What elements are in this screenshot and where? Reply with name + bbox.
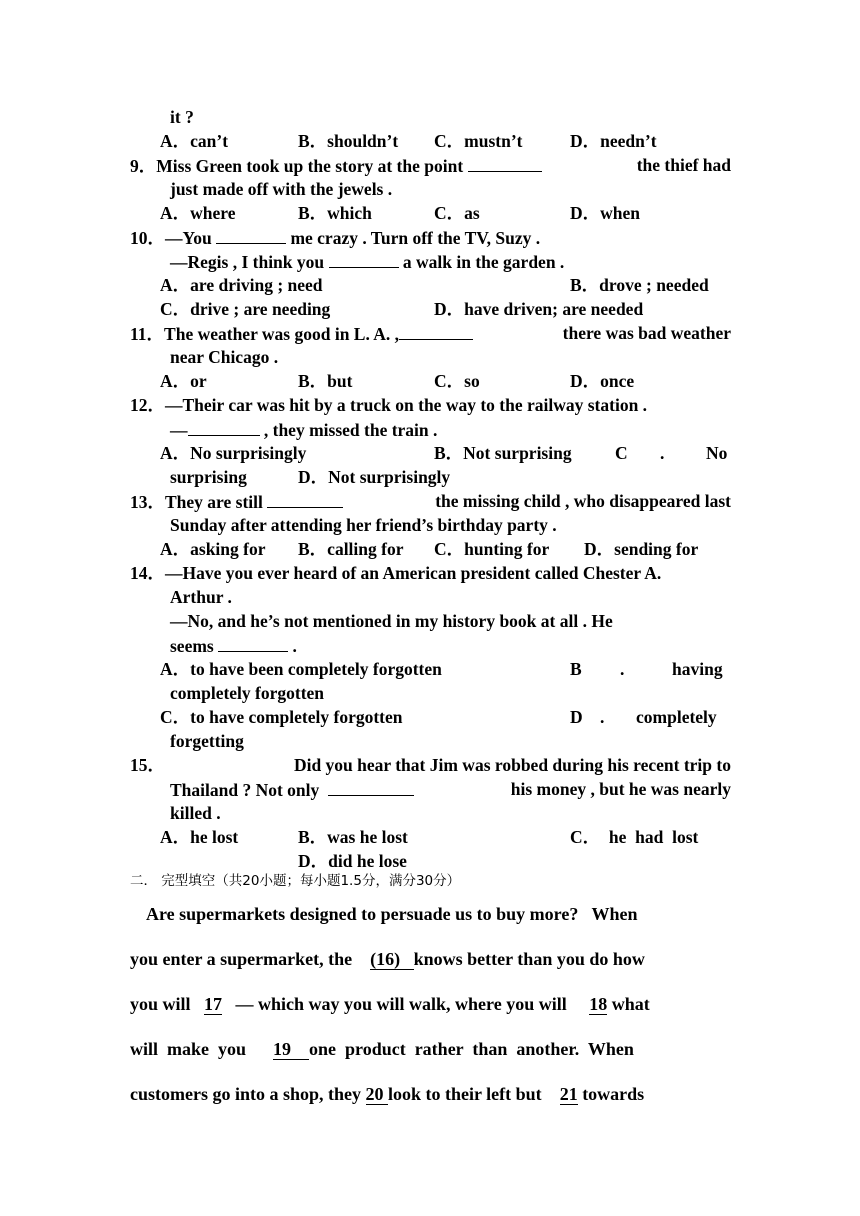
q15-option-b[interactable]: B．was he lost bbox=[298, 827, 408, 847]
q13-option-d[interactable]: D．sending for bbox=[584, 539, 699, 559]
blank-17[interactable]: 17 bbox=[204, 994, 223, 1014]
q14-option-d-text[interactable]: completely bbox=[636, 707, 717, 727]
q12-option-b[interactable]: B．Not surprising bbox=[434, 443, 572, 463]
q8-option-a[interactable]: A．can’t bbox=[160, 131, 229, 151]
q15-stem-line3: killed . bbox=[170, 803, 221, 823]
q14-stem-line2: Arthur . bbox=[170, 587, 232, 607]
blank-19[interactable]: 19 bbox=[273, 1039, 309, 1060]
q12-stem-line1: 12．—Their car was hit by a truck on the way to the railway station . bbox=[130, 395, 648, 415]
q11-option-b[interactable]: B．but bbox=[298, 371, 353, 391]
q11-option-c[interactable]: C．so bbox=[434, 371, 480, 391]
q11-option-d[interactable]: D．once bbox=[570, 371, 635, 391]
q12-option-c-dot: . bbox=[660, 443, 665, 463]
q15-stem-line2: Thailand ? Not only his money , but he was nearly bbox=[170, 779, 731, 800]
q10-stem-line1: 10．—You me crazy . Turn off the TV, Suzy . bbox=[130, 228, 541, 248]
q10-option-c[interactable]: C．drive ; are needing bbox=[160, 299, 331, 319]
q15-stem-line1: 15． Did you hear that Jim was robbed during his recent trip to bbox=[130, 755, 731, 775]
q15-blank[interactable] bbox=[328, 778, 414, 796]
q14-option-d-text-cont[interactable]: forgetting bbox=[170, 731, 244, 751]
q14-option-b-dot: . bbox=[620, 659, 625, 679]
q12-option-c-letter[interactable]: C bbox=[615, 443, 628, 463]
blank-18[interactable]: 18 bbox=[589, 994, 608, 1014]
q14-option-b-letter[interactable]: B bbox=[570, 659, 582, 679]
q13-stem-line1: 13．They are still the missing child , who disappeared last bbox=[130, 491, 731, 512]
q12-blank[interactable] bbox=[188, 418, 260, 436]
q9-blank[interactable] bbox=[468, 154, 542, 172]
q14-option-d-dot: . bbox=[600, 707, 605, 727]
blank-21[interactable]: 21 bbox=[559, 1084, 578, 1104]
q12-option-a[interactable]: A．No surprisingly bbox=[160, 443, 307, 463]
q9-option-b[interactable]: B．which bbox=[298, 203, 372, 223]
q10-option-b[interactable]: B．drove ; needed bbox=[570, 275, 709, 295]
q14-stem-line3: —No, and he’s not mentioned in my history book at all . He bbox=[170, 611, 613, 631]
q8-option-c[interactable]: C．mustn’t bbox=[434, 131, 523, 151]
q14-option-a[interactable]: A．to have been completely forgotten bbox=[160, 659, 442, 679]
q13-blank[interactable] bbox=[267, 490, 343, 508]
q13-option-a[interactable]: A．asking for bbox=[160, 539, 266, 559]
passage-line-2: you enter a supermarket, the (16) knows better than you do how bbox=[130, 949, 645, 969]
q9-option-a[interactable]: A．where bbox=[160, 203, 236, 223]
q15-option-c[interactable]: C． he had lost bbox=[570, 827, 699, 847]
q14-option-d-letter[interactable]: D bbox=[570, 707, 583, 727]
q10-blank-2[interactable] bbox=[329, 250, 399, 268]
q9-stem-line2: just made off with the jewels . bbox=[170, 179, 393, 199]
q10-option-d[interactable]: D．have driven; are needed bbox=[434, 299, 644, 319]
q9-option-d[interactable]: D．when bbox=[570, 203, 641, 223]
q13-option-b[interactable]: B．calling for bbox=[298, 539, 404, 559]
q8-option-d[interactable]: D．needn’t bbox=[570, 131, 657, 151]
q10-stem-line2: —Regis , I think you a walk in the garden . bbox=[170, 252, 565, 272]
q13-option-c[interactable]: C．hunting for bbox=[434, 539, 550, 559]
q11-option-a[interactable]: A．or bbox=[160, 371, 207, 391]
q11-stem-line2: near Chicago . bbox=[170, 347, 279, 367]
q11-blank[interactable] bbox=[399, 322, 473, 340]
q14-blank[interactable] bbox=[218, 634, 288, 652]
q10-blank-1[interactable] bbox=[216, 226, 286, 244]
blank-16[interactable]: (16) bbox=[370, 949, 414, 970]
blank-20[interactable]: 20 bbox=[366, 1084, 389, 1105]
q9-option-c[interactable]: C．as bbox=[434, 203, 480, 223]
q14-stem-line4: seems . bbox=[170, 636, 297, 656]
passage-line-5: customers go into a shop, they 20 look to their left but 21 towards bbox=[130, 1084, 645, 1104]
q13-stem-line2: Sunday after attending her friend’s birthday party . bbox=[170, 515, 557, 535]
q12-option-d[interactable]: D．Not surprisingly bbox=[298, 467, 451, 487]
q15-option-d[interactable]: D．did he lose bbox=[298, 851, 407, 871]
passage-line-3: you will 17 — which way you will walk, where you will 18 what bbox=[130, 994, 650, 1014]
q14-option-c[interactable]: C．to have completely forgotten bbox=[160, 707, 403, 727]
section-heading: 二． 完型填空（共20小题；每小题1.5分，满分30分） bbox=[130, 873, 461, 889]
q10-option-a[interactable]: A．are driving ; need bbox=[160, 275, 323, 295]
q12-option-c-text-cont[interactable]: surprising bbox=[170, 467, 247, 487]
q9-stem-line1: 9．Miss Green took up the story at the point the thief had bbox=[130, 155, 731, 176]
passage-line-1: Are supermarkets designed to persuade us to buy more? When bbox=[146, 904, 638, 924]
q14-option-b-text-cont[interactable]: completely forgotten bbox=[170, 683, 325, 703]
q11-stem-line1: 11．The weather was good in L. A. , there was bad weather bbox=[130, 323, 731, 344]
passage-line-4: will make you 19 one product rather than another. When bbox=[130, 1039, 634, 1059]
q8-tail: it ? bbox=[170, 107, 194, 127]
q15-option-a[interactable]: A．he lost bbox=[160, 827, 239, 847]
q8-option-b[interactable]: B．shouldn’t bbox=[298, 131, 399, 151]
q12-option-c-text[interactable]: No bbox=[706, 443, 728, 463]
q14-stem-line1: 14．—Have you ever heard of an American president called Chester A. bbox=[130, 563, 662, 583]
q12-stem-line2: — , they missed the train . bbox=[170, 420, 438, 440]
q14-option-b-text[interactable]: having bbox=[672, 659, 723, 679]
